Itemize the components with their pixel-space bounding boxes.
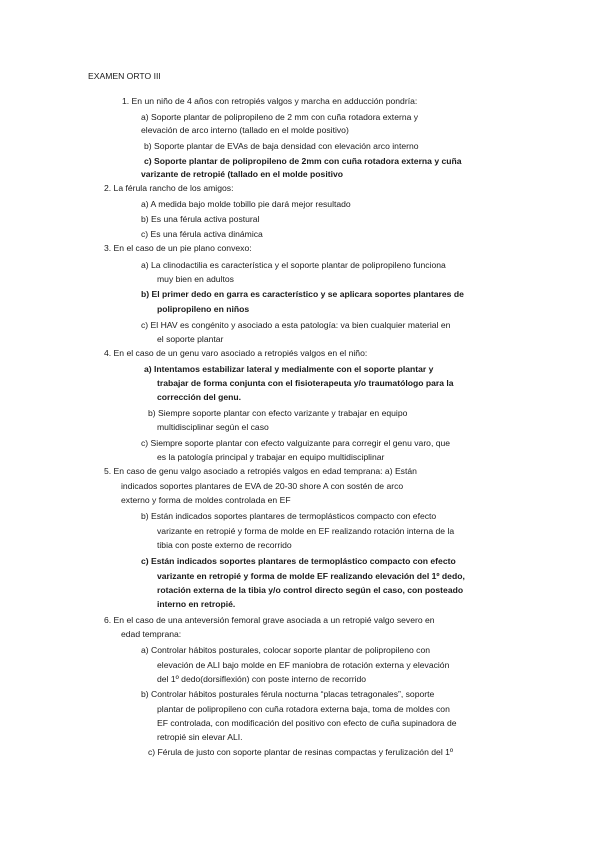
text-line: b) Es una férula activa postural: [141, 214, 260, 224]
text-line: b) Siempre soporte plantar con efecto varizante y trabajar en equipo: [148, 408, 408, 418]
text-line: 4. En el caso de un genu varo asociado a retropiés valgos en el niño:: [104, 348, 368, 358]
document-title: EXAMEN ORTO III: [88, 71, 161, 81]
text-line: multidisciplinar según el caso: [157, 422, 269, 432]
text-line: b) Controlar hábitos posturales férula nocturna “placas tetragonales”, soporte: [141, 689, 435, 699]
text-line: 3. En el caso de un pie plano convexo:: [104, 243, 252, 253]
text-line: varizante de retropié (tallado en el molde positivo: [141, 169, 343, 179]
text-line: 6. En el caso de una anteversión femoral grave asociada a un retropié valgo severo en: [104, 615, 435, 625]
text-line: c) Férula de justo con soporte plantar de resinas compactas y ferulización del 1º: [148, 747, 454, 757]
text-line: a) A medida bajo molde tobillo pie dará mejor resultado: [141, 199, 351, 209]
text-line: b) Soporte plantar de EVAs de baja densidad con elevación arco interno: [144, 141, 419, 151]
text-line: trabajar de forma conjunta con el fisioterapeuta y/o traumatólogo para la: [157, 378, 454, 388]
text-line: c) El HAV es congénito y asociado a esta patología: va bien cualquier material en: [141, 320, 451, 330]
text-line: elevación de arco interno (tallado en el molde positivo): [141, 125, 349, 135]
text-line: 2. La férula rancho de los amigos:: [104, 183, 234, 193]
text-line: es la patología principal y trabajar en equipo multidisciplinar: [157, 452, 385, 462]
text-line: b) Están indicados soportes plantares de termoplásticos compacto con efecto: [141, 511, 437, 521]
text-line: tibia con poste externo de recorrido: [157, 540, 292, 550]
text-line: c) Están indicados soportes plantares de termoplástico compacto con efecto: [141, 556, 456, 566]
text-line: c) Siempre soporte plantar con efecto valguizante para corregir el genu varo, que: [141, 438, 451, 448]
text-line: a) Soporte plantar de polipropileno de 2 mm con cuña rotadora externa y: [141, 112, 419, 122]
text-line: varizante en retropié y forma de molde en EF realizando rotación interna de la: [157, 526, 455, 536]
text-line: muy bien en adultos: [157, 274, 234, 284]
text-line: interno en retropié.: [157, 599, 236, 609]
text-line: c) Soporte plantar de polipropileno de 2mm con cuña rotadora externa y cuña: [144, 156, 462, 166]
text-line: el soporte plantar: [157, 334, 224, 344]
text-line: a) Intentamos estabilizar lateral y medialmente con el soporte plantar y: [144, 364, 434, 374]
text-line: del 1º dedo(dorsiflexión) con poste interno de recorrido: [157, 674, 367, 684]
text-line: EF controlada, con modificación del positivo con efecto de cuña supinadora de: [157, 718, 457, 728]
text-line: a) La clinodactilia es característica y el soporte plantar de polipropileno funciona: [141, 260, 446, 270]
text-line: 5. En caso de genu valgo asociado a retropiés valgos en edad temprana: a) Están: [104, 466, 417, 476]
text-line: c) Es una férula activa dinámica: [141, 229, 263, 239]
text-line: indicados soportes plantares de EVA de 20-30 shore A con sostén de arco: [121, 481, 404, 491]
text-line: retropié sin elevar ALI.: [157, 732, 243, 742]
text-line: plantar de polipropileno con cuña rotadora externa baja, toma de moldes con: [157, 704, 450, 714]
text-line: rotación externa de la tibia y/o control directo según el caso, con posteado: [157, 585, 464, 595]
text-line: 1. En un niño de 4 años con retropiés valgos y marcha en adducción pondría:: [122, 96, 418, 106]
text-line: elevación de ALI bajo molde en EF maniobra de rotación externa y elevación: [157, 660, 450, 670]
text-line: a) Controlar hábitos posturales, colocar soporte plantar de polipropileno con: [141, 645, 431, 655]
text-line: varizante en retropié y forma de molde EF realizando elevación del 1º dedo,: [157, 571, 465, 581]
text-line: corrección del genu.: [157, 392, 242, 402]
text-line: externo y forma de moldes controlada en EF: [121, 495, 291, 505]
text-line: b) El primer dedo en garra es característico y se aplicara soportes plantares de: [141, 289, 464, 299]
text-line: polipropileno en niños: [157, 304, 250, 314]
text-line: edad temprana:: [121, 629, 182, 639]
